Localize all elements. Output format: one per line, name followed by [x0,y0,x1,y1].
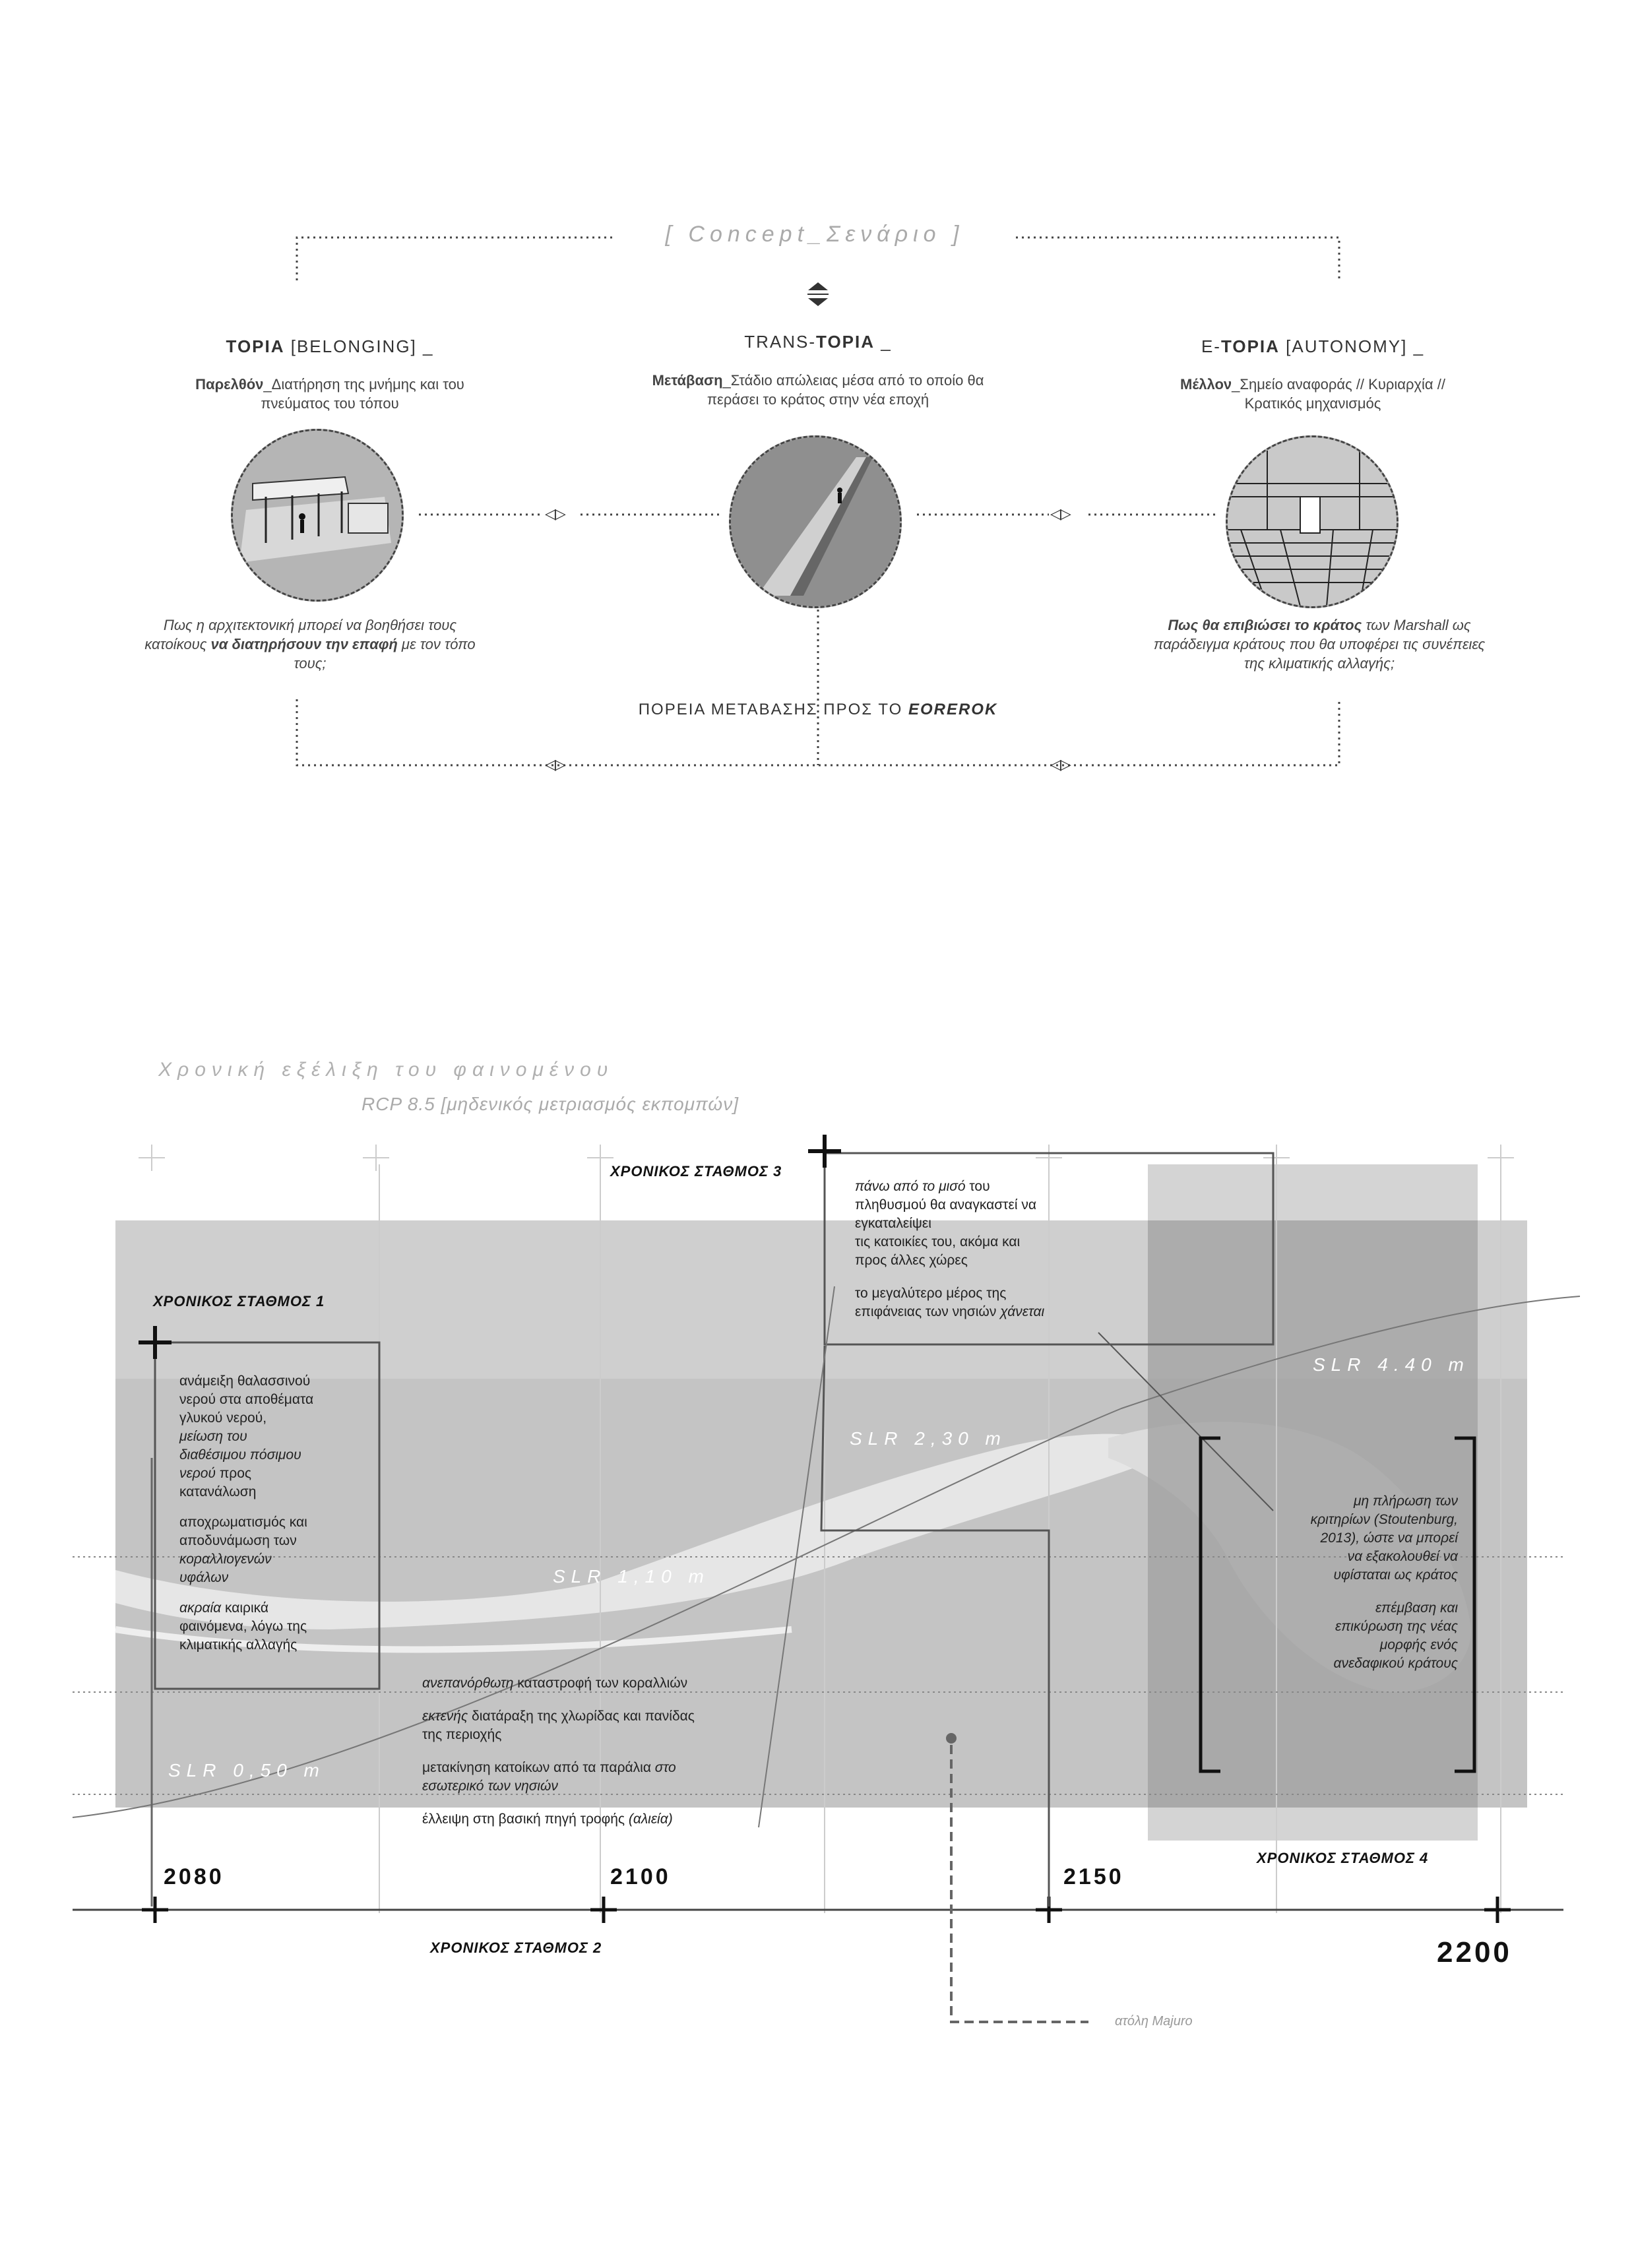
majuro-pin [946,1733,957,1744]
timeline-title: Χρονική εξέλιξη του φαινομένου [158,1059,614,1081]
col1-question: Πως η αρχιτεκτονική μπορεί να βοηθήσει τους κατοίκους να διατηρήσουν την επαφή με τον τόπο τους; [144,617,476,672]
col3-platform-image [1226,435,1399,608]
double-arrow-icon: ◁▷ [545,505,565,522]
station4-notes: μη πλήρωση των κριτηρίων (Stoutenburg, 2013), ώστε να μπορεί να εξακολουθεί να υφίσταται ως κράτος επέμβαση και επικύρωση της νέας μορφής ενός ανεδαφικού κράτους [1310,1494,1458,1671]
slr-440: SLR 4.40 m [1313,1354,1470,1375]
station-2-label: ΧΡΟΝΙΚΟΣ ΣΤΑΘΜΟΣ 2 [430,1939,602,1956]
station-3-label: ΧΡΟΝΙΚΟΣ ΣΤΑΘΜΟΣ 3 [610,1163,782,1180]
concept-title: [ Concept_Σενάριο ] [665,222,964,247]
year-2150: 2150 [1063,1864,1124,1889]
updown-icon [807,282,829,306]
col1-pier-image [231,429,404,602]
station1-notes: ανάμειξη θαλασσινού νερού στα αποθέματα γλυκού νερού, μείωση του διαθέσιμου πόσιμου νερού προς κατανάλωση αποχρωματισμός και αποδυνάμωση των κοραλλιογενών υφάλων ακραία καιρικά φαινόμενα, λόγω της κλιματικής αλλαγής [179,1373,314,1653]
slr-050: SLR 0,50 m [168,1760,325,1780]
double-arrow-icon: ◁▷ [1050,756,1070,772]
station2-notes: ανεπανόρθωτη καταστροφή των κοραλλιών εκτενής διατάραξη της χλωρίδας και πανίδας της περιοχής μετακίνηση κατοίκων από τα παράλια στο εσωτερικό των νησιών έλλειψη στη βασική πηγή τροφής (αλιεία) [422,1676,695,1827]
col2-description: Μετάβαση_Στάδιο απώλειας μέσα από το οποίο θα περάσει το κράτος στην νέα εποχή [652,372,984,408]
col3-question: Πως θα επιβιώσει το κράτος των Marshall ως παράδειγμα κράτους που θα υποφέρει τις συνέπειες της κλιματικής αλλαγής; [1153,617,1486,672]
col2-heading: TRANS-TOPIA _ [744,332,892,352]
year-2200: 2200 [1437,1936,1512,1969]
col3-description: Μέλλον_Σημείο αναφοράς // Κυριαρχία // Κρατικός μηχανισμός [1180,376,1445,412]
slr-110: SLR 1,10 m [553,1566,710,1587]
station3-notes: πάνω από το μισό του πληθυσμού θα αναγκαστεί να εγκαταλείψει τις κατοικίες του, ακόμα και προς άλλες χώρες το μεγαλύτερο μέρος της επιφάνειας των νησιών χάνεται [855,1179,1045,1319]
station-4-label: ΧΡΟΝΙΚΟΣ ΣΤΑΘΜΟΣ 4 [1257,1850,1429,1866]
col2-bridge-image [729,435,902,608]
slr-230: SLR 2,30 m [850,1428,1007,1449]
majuro-label: ατόλη Majuro [1115,2014,1193,2029]
year-2080: 2080 [164,1864,224,1889]
col1-heading: TOPIA [BELONGING] _ [226,336,434,356]
col3-heading: E-TOPIA [AUTONOMY] _ [1201,336,1425,356]
col1-description: Παρελθόν_Διατήρηση της μνήμης και του πνεύματος του τόπου [195,376,464,412]
timeline-subtitle: RCP 8.5 [μηδενικός μετριασμός εκπομπών] [362,1094,739,1114]
station-1-label: ΧΡΟΝΙΚΟΣ ΣΤΑΘΜΟΣ 1 [153,1293,325,1309]
double-arrow-icon: ◁▷ [1050,505,1070,522]
double-arrow-icon: ◁▷ [545,756,565,772]
year-2100: 2100 [610,1864,671,1889]
path-label: ΠΟΡΕΙΑ ΜΕΤΑΒΑΣΗΣ ΠΡΟΣ ΤΟ EORERΟK [638,701,998,718]
